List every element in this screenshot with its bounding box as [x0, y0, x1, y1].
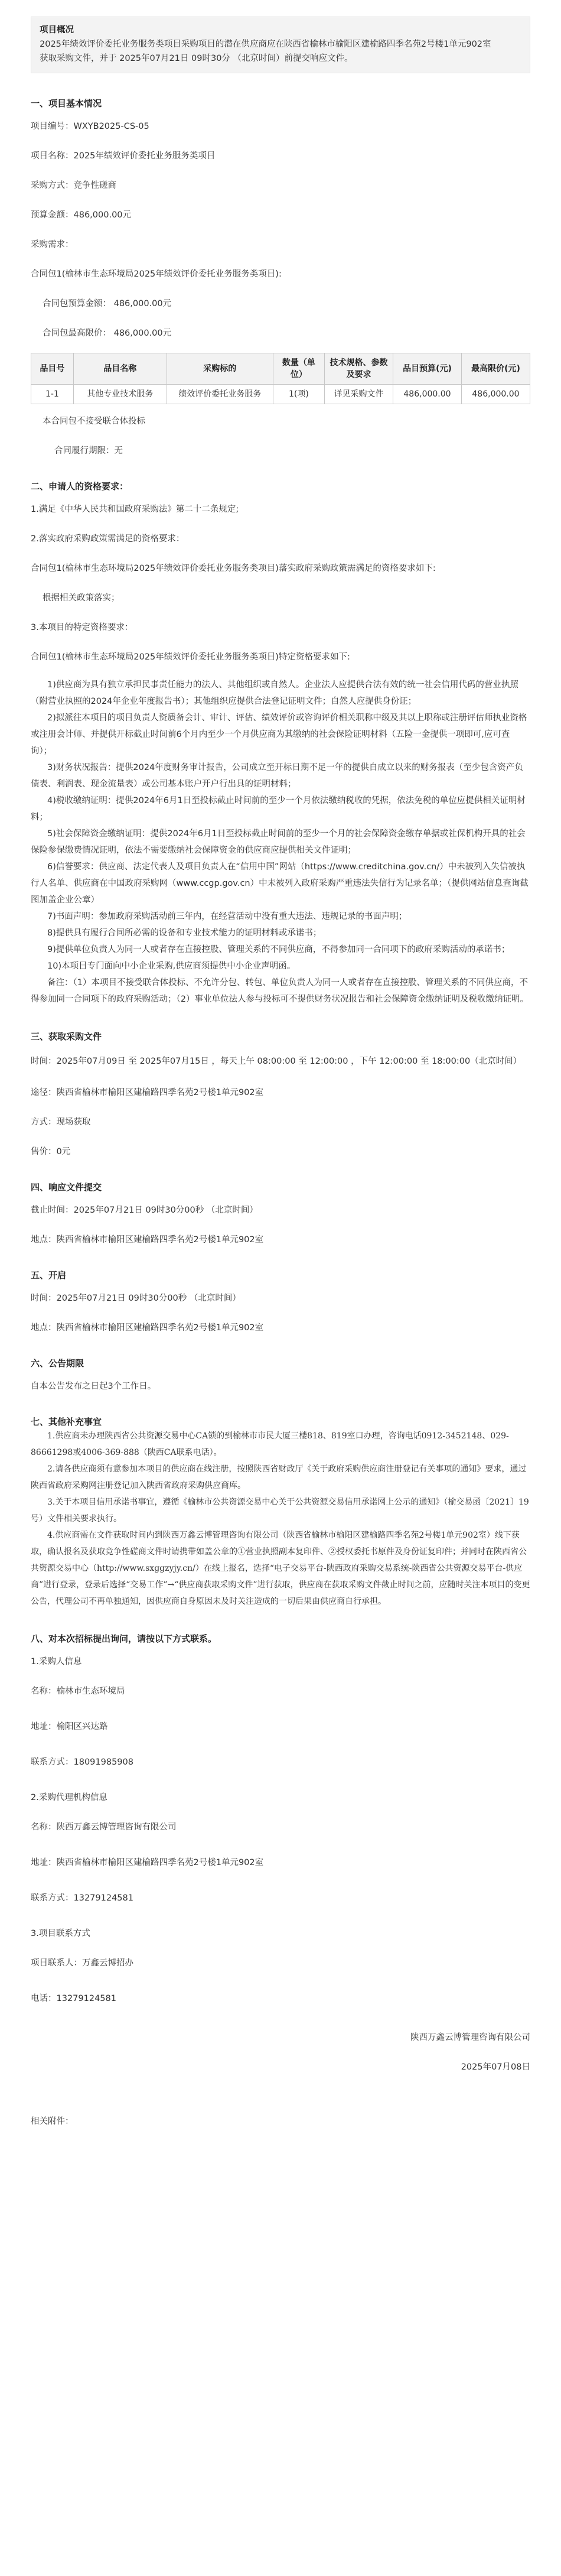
contract-package-1: 合同包1(榆林市生态环境局2025年绩效评价委托业务服务类项目):	[31, 269, 282, 279]
obtain-place: 途径：陕西省榆林市榆阳区建榆路四季名苑2号楼1单元902室	[31, 1088, 264, 1097]
list-item: 5)社会保障资金缴纳证明：提供2024年6月1日至投标截止时间前的至少一个月的社会保障资金缴存单据或社保机构开具的社会保险参保缴费情况证明，依法不需要缴纳社会保障资金的供应商应提供相关文件证明；	[31, 829, 526, 855]
opening-time: 时间：2025年07月21日 09时30分00秒 （北京时间）	[31, 1294, 241, 1303]
submission-place: 地点：陕西省榆林市榆阳区建榆路四季名苑2号楼1单元902室	[31, 1235, 264, 1245]
contact-phone: 电话：13279124581	[31, 1994, 116, 2003]
list-item: 9)提供单位负责人为同一人或者存在直接控股、管理关系的不同供应商，不得参加同一合同项下的政府采购活动的承诺书；	[47, 945, 510, 954]
contract-term: 合同履行期限：无	[54, 446, 123, 456]
qualification-3-detail: 合同包1(榆林市生态环境局2025年绩效评价委托业务服务类项目)特定资格要求如下:	[31, 652, 350, 662]
items-table	[31, 353, 530, 404]
document-price: 售价：0元	[31, 1147, 71, 1157]
list-item: 10)本项目专门面向中小企业采购,供应商须提供中小企业声明函。	[47, 961, 296, 971]
obtain-time: 时间：2025年07月09日 至 2025年07月15日 ，每天上午 08:00:00 至 12:00:00 ，下午 12:00:00 至 18:00:00（北京时间）	[31, 1057, 522, 1066]
section-2-title: 二、申请人的资格要求：	[31, 481, 129, 492]
overview-text-2: 获取采购文件，并于 2025年07月21日 09时30分 （北京时间）前提交响应文件。	[40, 54, 353, 63]
list-item: 3)财务状况报告：提供2024年度财务审计报告，公司成立至开标日期不足一年的提供自成立以来的财务报表（至少包含资产负债表、利润表、现金流量表）或公司基本账户开户行出具的证明材料；	[31, 763, 523, 789]
qualification-2: 2.落实政府采购政策需满足的资格要求：	[31, 534, 185, 544]
specific-requirements-list	[31, 677, 530, 1008]
project-overview-box	[31, 17, 530, 73]
section-5-title: 五、开启	[31, 1270, 67, 1281]
package-budget: 合同包预算金额： 486,000.00元	[43, 299, 172, 308]
list-item: 1)供应商为具有独立承担民事责任能力的法人、其他组织或自然人。企业法人应提供合法有效的统一社会信用代码的营业执照（附营业执照的2024年企业年度报告书）；其他组织应提供合法登记证明文件；自然人应提供身份证；	[31, 680, 518, 706]
overview-text-1: 2025年绩效评价委托业务服务类项目采购项目的潜在供应商应在陕西省榆林市榆阳区建榆路四季名苑2号楼1单元902室	[40, 40, 491, 49]
consortium-note: 本合同包不接受联合体投标	[43, 417, 145, 426]
package-max-price: 合同包最高限价： 486,000.00元	[43, 329, 172, 338]
procurement-requirement: 采购需求：	[31, 240, 74, 249]
section-1-title: 一、项目基本情况	[31, 98, 102, 109]
supplement-2: 2.请各供应商须有意参加本项目的供应商在线注册，按照陕西省财政厅《关于政府采购供应商注册登记有关事项的通知》要求，通过陕西省政府采购网注册登记加入陕西省政府采购供应商库。	[31, 1464, 527, 1490]
supplement-1: 1.供应商未办理陕西省公共资源交易中心CA锁的到榆林市市民大厦三楼818、819室口办理，咨询电话0912-3452148、029-86661298或4006-369-888（陕西CA联系电话）。	[31, 1431, 509, 1457]
issuer-name: 陕西万鑫云博管理咨询有限公司	[410, 2033, 530, 2042]
buyer-phone: 联系方式：18091985908	[31, 1758, 133, 1767]
list-item: 4)税收缴纳证明：提供2024年6月1日至投标截止时间前的至少一个月依法缴纳税收的凭据，依法免税的单位应提供相关证明材料；	[31, 796, 526, 822]
section-6-title: 六、公告期限	[31, 1358, 84, 1369]
agent-heading: 2.采购代理机构信息	[31, 1793, 107, 1802]
overview-title: 项目概况	[40, 25, 74, 35]
announcement-period: 自本公告发布之日起3个工作日。	[31, 1382, 156, 1391]
supplement-4: 4.供应商需在文件获取时间内到陕西万鑫云博管理咨询有限公司（陕西省榆林市榆阳区建榆路四季名苑2号楼1单元902室）线下获取，确认报名及获取竞争性磋商文件时请携带如盖公章的①营业执照副本复印件、②授权委托书原件及身份证复印件；并同时在陕西省公共资源交易中心（http://www.sxggzyjy.cn/）在线上报名，选择“电子交易平台-陕西政府采购交易系统-陕西省公共资源交易平台-供应商”进行登录，登录后选择“交易工作”→“供应商获取采购文件”进行获取，供应商在获取采购文件截止时间之前，应随时关注本项目的变更公告，代理公司不再单独通知，因供应商自身原因未及时关注造成的一切后果由供应商自行承担。	[31, 1531, 530, 1606]
section-7-title: 七、其他补充事宜	[31, 1417, 102, 1427]
buyer-name: 名称：榆林市生态环境局	[31, 1687, 125, 1696]
cell-subject: 绩效评价委托业务服务	[167, 385, 273, 404]
agent-address: 地址：陕西省榆林市榆阳区建榆路四季名苑2号楼1单元902室	[31, 1858, 264, 1867]
list-item: 8)提供具有履行合同所必需的设备和专业技术能力的证明材料或承诺书；	[47, 928, 322, 938]
procurement-method: 采购方式：竞争性磋商	[31, 181, 116, 190]
contact-heading: 3.项目联系方式	[31, 1929, 90, 1938]
supplement-3: 3.关于本项目信用承诺书事宜，遵循《榆林市公共资源交易中心关于公共资源交易信用承诺网上公示的通知》（榆交易函〔2021〕19号）文件相关要求执行。	[31, 1497, 529, 1523]
col-item-budget: 品目预算(元)	[393, 353, 462, 385]
issue-date: 2025年07月08日	[461, 2062, 530, 2072]
project-number: 项目编号：WXYB2025-CS-05	[31, 122, 149, 131]
qualification-1: 1.满足《中华人民共和国政府采购法》第二十二条规定;	[31, 505, 239, 514]
col-subject: 采购标的	[167, 353, 273, 385]
opening-place: 地点：陕西省榆林市榆阳区建榆路四季名苑2号楼1单元902室	[31, 1323, 264, 1333]
cell-item-budget: 486,000.00	[393, 385, 462, 404]
table-row	[31, 385, 530, 404]
buyer-heading: 1.采购人信息	[31, 1657, 82, 1667]
qualification-2-detail: 合同包1(榆林市生态环境局2025年绩效评价委托业务服务类项目)落实政府采购政策需满足的资格要求如下:	[31, 564, 436, 573]
budget-amount: 预算金额：486,000.00元	[31, 210, 132, 220]
table-header-row	[31, 353, 530, 385]
attachments-label: 相关附件：	[31, 2117, 74, 2126]
submission-deadline: 截止时间：2025年07月21日 09时30分00秒 （北京时间）	[31, 1206, 258, 1215]
section-3-title: 三、获取采购文件	[31, 1031, 102, 1042]
cell-max-price: 486,000.00	[461, 385, 530, 404]
agent-phone: 联系方式：13279124581	[31, 1893, 133, 1903]
col-item-no: 品目号	[31, 353, 74, 385]
list-item: 6)信誉要求：供应商、法定代表人及项目负责人在“信用中国”网站（https://www.creditchina.gov.cn/）中未被列入失信被执行人名单、供应商在中国政府采购网（www.ccgp.gov.cn）中未被列入政府采购严重违法失信行为记录名单；（提供网站信息查询截图加盖企业公章）	[31, 862, 529, 905]
cell-spec: 详见采购文件	[325, 385, 393, 404]
col-spec: 技术规格、参数及要求	[325, 353, 393, 385]
agent-name: 名称：陕西万鑫云博管理咨询有限公司	[31, 1823, 177, 1832]
contact-person: 项目联系人：万鑫云博招办	[31, 1958, 133, 1968]
qualification-note: 备注：（1）本项目不接受联合体投标、不允许分包、转包、单位负责人为同一人或者存在直接控股、管理关系的不同供应商，不得参加同一合同项下的政府采购活动；（2）事业单位法人参与投标可不提供财务状况报告和社会保障资金缴纳证明及税收缴纳证明。	[31, 978, 529, 1004]
section-4-title: 四、响应文件提交	[31, 1182, 102, 1193]
buyer-address: 地址：榆阳区兴达路	[31, 1722, 108, 1732]
col-max-price: 最高限价(元)	[461, 353, 530, 385]
col-item-name: 品目名称	[73, 353, 167, 385]
qualification-2-detail-2: 根据相关政策落实；	[43, 593, 120, 603]
cell-item-no: 1-1	[31, 385, 74, 404]
list-item: 7)书面声明：参加政府采购活动前三年内，在经营活动中没有重大违法、违规记录的书面声明；	[47, 912, 407, 921]
cell-quantity: 1(项)	[273, 385, 324, 404]
qualification-3: 3.本项目的特定资格要求：	[31, 623, 133, 632]
section-8-title: 八、对本次招标提出询问，请按以下方式联系。	[31, 1633, 217, 1644]
list-item: 2)拟派往本项目的项目负责人资质备会计、审计、评估、绩效评价或咨询评价相关职称中级及其以上职称或注册评估师执业资格或注册会计师、并提供开标截止时间前6个月内至少一个月供应商为其缴纳的社会保险证明材料（五险一金提供一项即可,应可查询）；	[31, 713, 527, 756]
cell-item-name: 其他专业技术服务	[73, 385, 167, 404]
obtain-mode: 方式：现场获取	[31, 1118, 91, 1127]
project-name: 项目名称：2025年绩效评价委托业务服务类项目	[31, 151, 216, 161]
col-quantity: 数量（单位）	[273, 353, 324, 385]
